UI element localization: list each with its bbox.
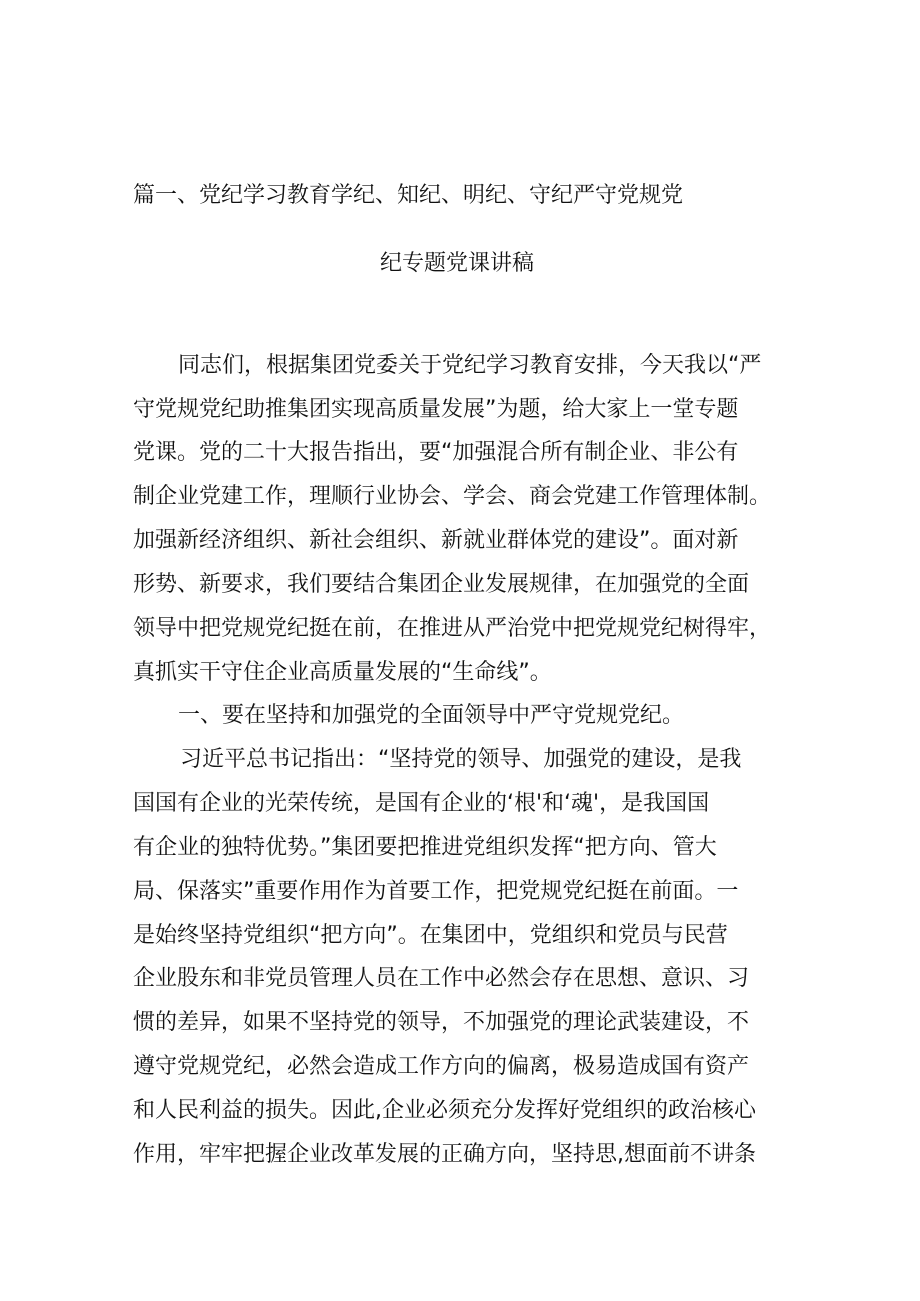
- paragraph-line: 遵守党规党纪，必然会造成工作方向的偏离，极易造成国有资产: [133, 1054, 750, 1079]
- paragraph-line: 惯的差异，如果不坚持党的领导，不加强党的理论武装建设，不: [133, 1010, 750, 1035]
- paragraph-line: 和人民利益的损失。因此,企业必须充分发挥好党组织的政治核心: [133, 1098, 756, 1123]
- section-heading: 一、要在坚持和加强党的全面领导中严守党规党纪。: [178, 703, 685, 728]
- paragraph-line: 守党规党纪助推集团实现高质量发展”为题，给大家上一堂专题: [133, 397, 739, 422]
- paragraph-line: 习近平总书记指出：“坚持党的领导、加强党的建设，是我: [180, 747, 742, 772]
- paragraph-line: 制企业党建工作，理顺行业协会、学会、商会党建工作管理体制。: [133, 484, 772, 509]
- paragraph-line: 是始终坚持党组织“把方向”。在集团中，党组织和党员与民营: [133, 923, 728, 948]
- paragraph-line: 同志们，根据集团党委关于党纪学习教育安排，今天我以“严: [178, 353, 762, 378]
- paragraph-line: 形势、新要求，我们要结合集团企业发展规律，在加强党的全面: [133, 572, 750, 597]
- paragraph-line: 领导中把党规党纪挺在前，在推进从严治党中把党规党纪树得牢，: [133, 616, 772, 641]
- paragraph-line: 作用，牢牢把握企业改革发展的正确方向，坚持思,想面前不讲条: [133, 1142, 756, 1167]
- paragraph-line: 局、保落实”重要作用作为首要工作，把党规党纪挺在前面。一: [133, 879, 739, 904]
- paragraph-line: 有企业的独特优势。”集团要把推进党组织发挥“把方向、管大: [133, 835, 717, 860]
- paragraph-line: 企业股东和非党员管理人员在工作中必然会存在思想、意识、习: [133, 966, 750, 991]
- paragraph-line: 真抓实干守住企业高质量发展的“生命线”。: [133, 660, 552, 685]
- paragraph-line: 加强新经济组织、新社会组织、新就业群体党的建设”。面对新: [133, 528, 739, 553]
- document-title-line-1: 篇一、党纪学习教育学纪、知纪、明纪、守纪严守党规党: [133, 183, 684, 208]
- paragraph-line: 国国有企业的光荣传统，是国有企业的‘根'和‘魂'，是我国国: [133, 791, 710, 816]
- document-title-line-2: 纪专题党课讲稿: [380, 251, 535, 276]
- paragraph-line: 党课。党的二十大报告指出，要“加强混合所有制企业、非公有: [133, 440, 739, 465]
